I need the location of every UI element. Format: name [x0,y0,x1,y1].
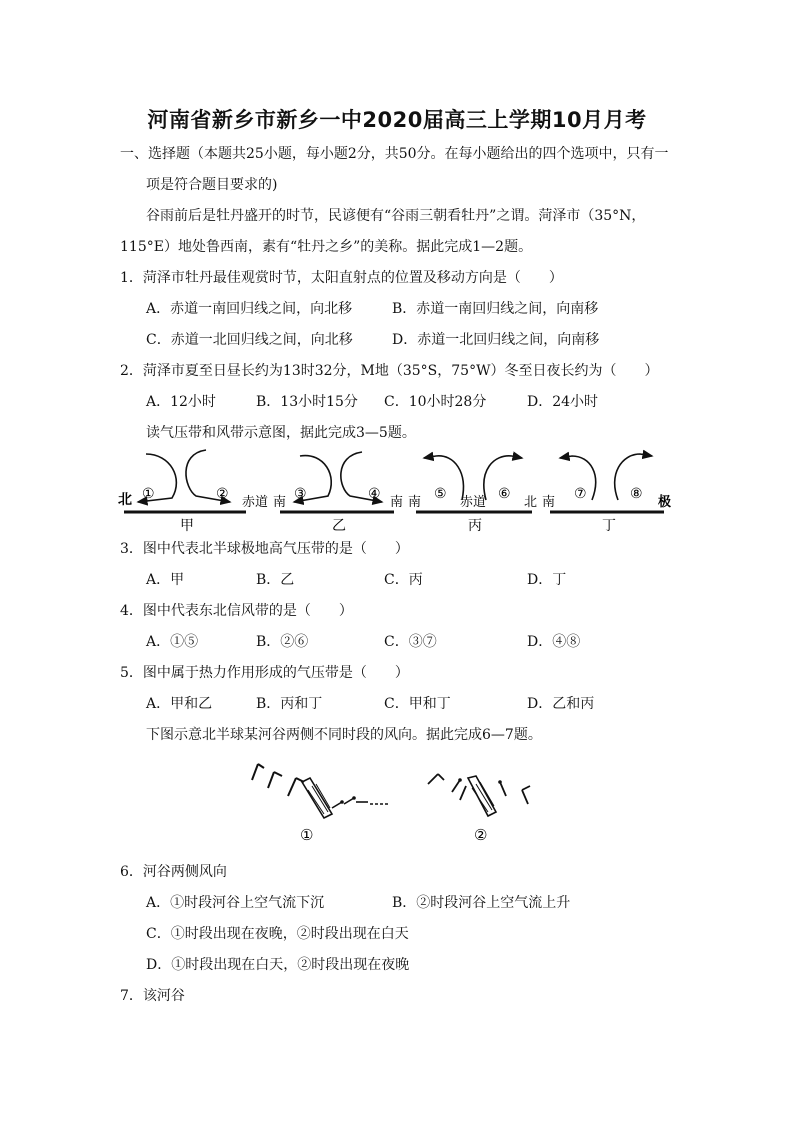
q2-stem: 2．菏泽市夏至日昼长约为13时32分，M地（35°S，75°W）冬至日夜长约为（ ） [120,363,659,379]
q4-option-b: B．②⑥ [256,634,309,650]
panel-jia [118,450,268,534]
section-heading-line1: 一、选择题（本题共25小题，每小题2分，共50分。在每小题给出的四个选项中，只有一 [120,146,669,162]
panel-bing-name: 丙 [468,518,482,534]
q4-option-a: A．①⑤ [146,634,199,650]
q3-option-b: B．乙 [256,572,295,588]
q4-option-c: C．③⑦ [384,634,437,650]
panel-jia-name: 甲 [180,518,194,534]
intro2: 读气压带和风带示意图，据此完成3—5题。 [146,425,416,441]
panel-bing-left-label: 南 [408,495,422,510]
panel-bing-num2: ⑥ [498,486,511,502]
q4-stem: 4．图中代表东北信风带的是（ ） [120,603,353,619]
panel-ding-num1: ⑦ [574,486,587,502]
panel-jia-num1: ① [142,486,155,502]
q1-option-b: B．赤道一南回归线之间，向南移 [392,301,599,317]
panel-yi-left-label: 南 [273,495,287,510]
valley-wind-figure [244,756,554,848]
q3-option-c: C．丙 [384,572,423,588]
q5-option-c: C．甲和丁 [384,696,451,712]
q5-option-a: A．甲和乙 [146,696,213,712]
q2-option-b: B．13小时15分 [256,394,358,410]
panel-bing-mid-label: 赤道 [460,495,487,510]
valley-diagram-1-label: ① [300,826,314,844]
q6-option-b: B．②时段河谷上空气流上升 [392,895,571,911]
q1-stem: 1．菏泽市牡丹最佳观赏时节，太阳直射点的位置及移动方向是（ ） [120,270,563,286]
panel-ding [542,454,671,534]
panel-ding-name: 丁 [602,518,616,534]
panel-jia-right-label: 赤道 [242,495,269,510]
q5-stem: 5．图中属于热力作用形成的气压带是（ ） [120,665,409,681]
panel-bing [408,456,537,534]
q1-option-c: C．赤道一北回归线之间，向北移 [146,332,353,348]
intro1-line2: 115°E）地处鲁西南，素有“牡丹之乡”的美称。据此完成1—2题。 [120,239,533,255]
panel-yi-right-label: 南 [390,495,404,510]
q2-option-c: C．10小时28分 [384,394,487,410]
page-title: 河南省新乡市新乡一中2020届高三上学期10月月考 [147,108,647,132]
q4-option-d: D．④⑧ [527,634,581,650]
intro3: 下图示意北半球某河谷两侧不同时段的风向。据此完成6—7题。 [146,727,542,743]
q6-option-c: C．①时段出现在夜晚，②时段出现在白天 [146,926,409,942]
panel-jia-num2: ② [216,486,229,502]
q7-stem: 7．该河谷 [120,988,185,1004]
section-heading-line2: 项是符合题目要求的) [146,177,278,193]
panel-yi [273,452,403,534]
panel-ding-left-label: 南 [542,495,556,510]
panel-yi-num1: ③ [294,486,307,502]
panel-yi-num2: ④ [368,486,381,502]
q1-option-d: D．赤道一北回归线之间，向南移 [392,332,600,348]
q3-stem: 3．图中代表北半球极地高气压带的是（ ） [120,541,409,557]
intro1-line1: 谷雨前后是牡丹盛开的时节，民谚便有“谷雨三朝看牡丹”之谓。菏泽市（35°N， [146,208,646,224]
pressure-wind-belts-figure [118,444,678,534]
q2-option-d: D．24小时 [527,394,599,410]
q3-option-d: D．丁 [527,572,567,588]
panel-bing-right-label: 北 [524,495,538,510]
q6-option-d: D．①时段出现在白天，②时段出现在夜晚 [146,957,410,973]
panel-bing-num1: ⑤ [434,486,447,502]
valley-diagram-2 [428,774,530,844]
q3-option-a: A．甲 [146,572,185,588]
q6-stem: 6．河谷两侧风向 [120,864,227,880]
valley-diagram-1 [252,764,390,844]
panel-jia-left-label: 北 [118,492,132,508]
panel-ding-right-label: 极 [658,495,672,510]
q2-option-a: A．12小时 [146,394,216,410]
q5-option-b: B．丙和丁 [256,696,323,712]
q6-option-a: A．①时段河谷上空气流下沉 [146,895,325,911]
valley-diagram-2-label: ② [474,826,488,844]
q1-option-a: A．赤道一南回归线之间，向北移 [146,301,353,317]
panel-yi-name: 乙 [332,518,346,534]
panel-ding-num2: ⑧ [630,486,643,502]
q5-option-d: D．乙和丙 [527,696,595,712]
